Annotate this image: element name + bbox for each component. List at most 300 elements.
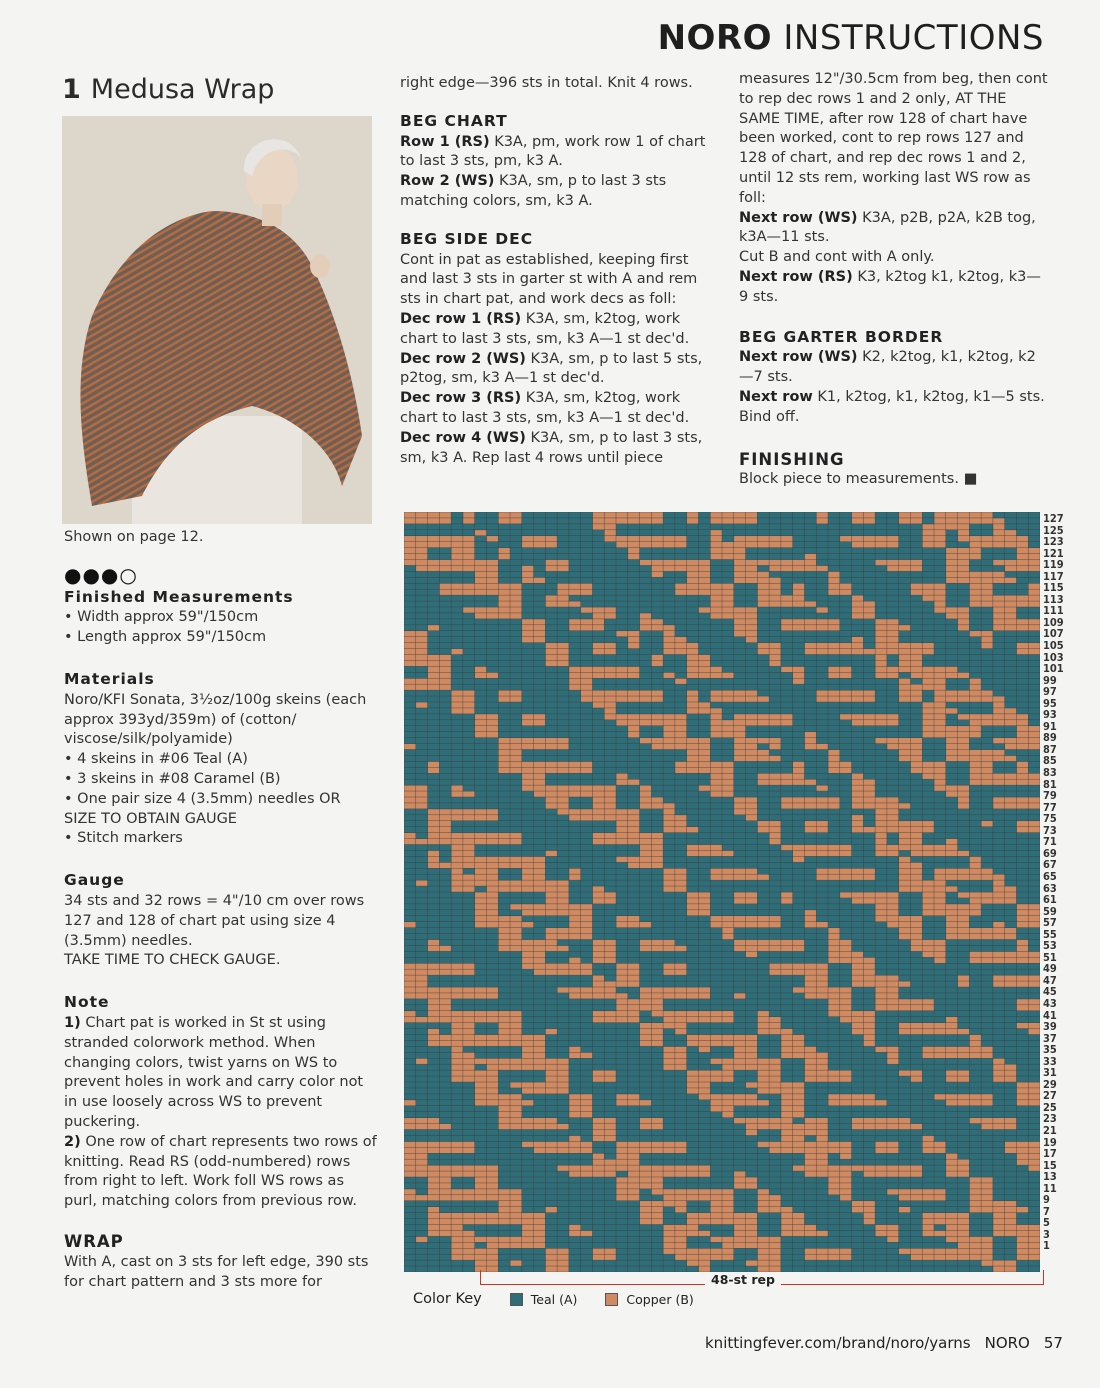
chart-cell-teal (946, 643, 958, 649)
chart-cell-teal (875, 1040, 887, 1046)
chart-cell-teal (875, 1201, 887, 1207)
chart-cell-teal (757, 910, 769, 916)
chart-cell-teal (651, 767, 663, 773)
chart-cell-teal (581, 1029, 593, 1035)
chart-cell-teal (922, 922, 934, 928)
chart-cell-teal (781, 1011, 793, 1017)
chart-cell-teal (510, 785, 522, 791)
chart-cell-teal (958, 643, 970, 649)
chart-cell-teal (757, 898, 769, 904)
chart-cell-teal (534, 649, 546, 655)
chart-cell-teal (852, 738, 864, 744)
chart-cell-teal (486, 750, 498, 756)
chart-cell-teal (616, 750, 628, 756)
chart-cell-teal (451, 732, 463, 738)
chart-cell-teal (486, 744, 498, 750)
chart-cell-teal (887, 856, 899, 862)
chart-cell-teal (969, 1213, 981, 1219)
chart-cell-teal (1005, 649, 1017, 655)
chart-cell-teal (899, 910, 911, 916)
chart-cell-teal (510, 1130, 522, 1136)
chart-cell-teal (899, 1183, 911, 1189)
chart-cell-teal (651, 1106, 663, 1112)
chart-cell-teal (522, 708, 534, 714)
chart-cell-teal (934, 631, 946, 637)
chart-cell-teal (934, 934, 946, 940)
chart-cell-teal (404, 773, 416, 779)
chart-cell-teal (958, 779, 970, 785)
chart-cell-teal (1005, 880, 1017, 886)
chart-cell-teal (793, 993, 805, 999)
chart-cell-teal (557, 1153, 569, 1159)
chart-cell-teal (581, 797, 593, 803)
chart-cell-teal (1016, 987, 1028, 993)
chart-cell-teal (439, 773, 451, 779)
chart-cell-teal (816, 833, 828, 839)
chart-cell-teal (722, 577, 734, 583)
chart-cell-teal (746, 1011, 758, 1017)
chart-cell-teal (816, 750, 828, 756)
chart-cell-teal (522, 1076, 534, 1082)
chart-cell-teal (734, 910, 746, 916)
chart-cell-teal (557, 732, 569, 738)
chart-cell-teal (781, 690, 793, 696)
chart-cell-teal (1016, 892, 1028, 898)
chart-cell-teal (793, 1029, 805, 1035)
chart-cell-teal (828, 560, 840, 566)
row-number-labels (1043, 513, 1079, 1252)
chart-cell-teal (663, 773, 675, 779)
chart-cell-teal (486, 696, 498, 702)
chart-cell-teal (863, 744, 875, 750)
chart-cell-teal (722, 880, 734, 886)
chart-cell-teal (1028, 678, 1040, 684)
chart-cell-teal (463, 643, 475, 649)
chart-cell-teal (616, 797, 628, 803)
chart-cell-teal (922, 975, 934, 981)
chart-cell-teal (416, 1213, 428, 1219)
gauge-check: TAKE TIME TO CHECK GAUGE. (64, 952, 281, 969)
chart-cell-teal (816, 631, 828, 637)
chart-cell-teal (675, 1100, 687, 1106)
chart-cell-teal (922, 934, 934, 940)
chart-cell-teal (451, 1177, 463, 1183)
chart-cell-teal (1005, 833, 1017, 839)
chart-cell-teal (675, 803, 687, 809)
chart-cell-teal (604, 928, 616, 934)
chart-cell-teal (922, 957, 934, 963)
chart-cell-teal (722, 999, 734, 1005)
chart-cell-teal (1005, 655, 1017, 661)
chart-cell-teal (698, 1135, 710, 1141)
chart-cell-teal (486, 548, 498, 554)
chart-cell-teal (486, 601, 498, 607)
chart-cell-teal (675, 1213, 687, 1219)
chart-cell-teal (663, 1135, 675, 1141)
chart-cell-teal (557, 554, 569, 560)
chart-cell-teal (1016, 607, 1028, 613)
chart-cell-teal (675, 957, 687, 963)
chart-cell-teal (1028, 1035, 1040, 1041)
chart-cell-teal (545, 631, 557, 637)
chart-cell-teal (887, 1183, 899, 1189)
chart-cell-teal (628, 1230, 640, 1236)
chart-cell-teal (722, 886, 734, 892)
chart-cell-teal (981, 1130, 993, 1136)
chart-cell-teal (545, 625, 557, 631)
chart-cell-teal (569, 571, 581, 577)
chart-cell-teal (781, 1177, 793, 1183)
dec-2-text: K3A, sm, p to last 5 sts, p2tog, sm, k3 A—1 st dec'd. (400, 350, 703, 387)
chart-cell-teal (969, 613, 981, 619)
chart-cell-teal (510, 1171, 522, 1177)
chart-cell-teal (581, 975, 593, 981)
chart-cell-teal (958, 1141, 970, 1147)
chart-cell-teal (428, 1106, 440, 1112)
chart-cell-teal (428, 589, 440, 595)
chart-cell-teal (428, 1052, 440, 1058)
chart-cell-teal (899, 672, 911, 678)
chart-cell-teal (451, 1159, 463, 1165)
chart-cell-teal (557, 637, 569, 643)
chart-cell-teal (793, 750, 805, 756)
chart-cell-teal (628, 803, 640, 809)
chart-cell-teal (404, 1130, 416, 1136)
chart-cell-teal (663, 797, 675, 803)
chart-cell-teal (651, 904, 663, 910)
chart-cell-teal (910, 702, 922, 708)
chart-cell-teal (958, 993, 970, 999)
chart-cell-teal (581, 1207, 593, 1213)
chart-cell-teal (545, 637, 557, 643)
chart-cell-teal (663, 530, 675, 536)
chart-cell-teal (439, 690, 451, 696)
chart-cell-teal (498, 542, 510, 548)
chart-cell-teal (604, 916, 616, 922)
chart-cell-teal (958, 655, 970, 661)
row-1-text: K3A, pm, work row 1 of chart to last 3 sts, pm, k3 A. (400, 133, 706, 170)
chart-cell-teal (804, 536, 816, 542)
chart-cell-teal (816, 684, 828, 690)
chart-cell-teal (604, 738, 616, 744)
chart-cell-teal (934, 815, 946, 821)
chart-cell-teal (651, 1064, 663, 1070)
chart-cell-teal (710, 678, 722, 684)
chart-cell-teal (663, 660, 675, 666)
next-row-1 (739, 209, 1049, 249)
chart-cell-teal (428, 957, 440, 963)
chart-cell-teal (934, 1106, 946, 1112)
chart-cell-teal (769, 684, 781, 690)
chart-cell-teal (781, 702, 793, 708)
chart-cell-teal (498, 672, 510, 678)
chart-cell-teal (640, 1052, 652, 1058)
chart-cell-teal (404, 827, 416, 833)
chart-cell-teal (498, 1171, 510, 1177)
chart-cell-teal (663, 1219, 675, 1225)
chart-cell-teal (804, 868, 816, 874)
chart-cell-teal (981, 1153, 993, 1159)
chart-cell-teal (793, 536, 805, 542)
chart-cell-teal (910, 1242, 922, 1248)
chart-cell-teal (640, 1088, 652, 1094)
chart-cell-teal (404, 1260, 416, 1266)
chart-cell-teal (698, 542, 710, 548)
chart-cell-teal (981, 1213, 993, 1219)
chart-cell-teal (569, 1058, 581, 1064)
chart-cell-teal (852, 1141, 864, 1147)
chart-cell-teal (934, 803, 946, 809)
chart-cell-teal (769, 981, 781, 987)
chart-cell-teal (616, 785, 628, 791)
row-number: 7 (1043, 1204, 1050, 1218)
chart-cell-teal (993, 850, 1005, 856)
chart-cell-teal (1016, 1189, 1028, 1195)
chart-cell-teal (698, 1005, 710, 1011)
chart-cell-teal (981, 530, 993, 536)
chart-cell-teal (722, 862, 734, 868)
chart-cell-teal (840, 619, 852, 625)
chart-cell-teal (428, 1046, 440, 1052)
chart-cell-teal (746, 827, 758, 833)
chart-cell-teal (875, 1219, 887, 1225)
chart-cell-teal (710, 898, 722, 904)
chart-cell-teal (557, 779, 569, 785)
chart-cell-teal (1028, 1106, 1040, 1112)
chart-cell-teal (604, 922, 616, 928)
chart-cell-teal (781, 554, 793, 560)
chart-cell-teal (1028, 815, 1040, 821)
chart-cell-teal (416, 1040, 428, 1046)
chart-cell-teal (592, 1219, 604, 1225)
chart-cell-teal (781, 987, 793, 993)
chart-cell-teal (946, 945, 958, 951)
chart-cell-teal (557, 1189, 569, 1195)
chart-cell-teal (1016, 1213, 1028, 1219)
chart-cell-teal (416, 714, 428, 720)
chart-cell-teal (475, 696, 487, 702)
chart-cell-teal (958, 999, 970, 1005)
chart-cell-teal (769, 1225, 781, 1231)
chart-cell-teal (428, 1064, 440, 1070)
chart-cell-teal (687, 1023, 699, 1029)
chart-cell-teal (781, 524, 793, 530)
chart-cell-teal (1028, 1189, 1040, 1195)
chart-cell-teal (793, 690, 805, 696)
chart-cell-teal (710, 1005, 722, 1011)
chart-cell-teal (852, 1082, 864, 1088)
chart-cell-teal (557, 773, 569, 779)
chart-cell-teal (557, 1159, 569, 1165)
chart-cell-teal (428, 613, 440, 619)
chart-cell-teal (510, 1254, 522, 1260)
chart-cell-teal (439, 1248, 451, 1254)
chart-cell-teal (722, 702, 734, 708)
side-dec-title: BEG SIDE DEC (400, 229, 534, 248)
chart-cell-teal (875, 1064, 887, 1070)
chart-cell-teal (687, 839, 699, 845)
chart-cell-teal (522, 827, 534, 833)
row-2 (400, 172, 712, 212)
chart-cell-teal (698, 714, 710, 720)
chart-cell-teal (616, 761, 628, 767)
chart-cell-teal (451, 1135, 463, 1141)
chart-cell-teal (922, 1171, 934, 1177)
chart-cell-teal (663, 595, 675, 601)
chart-cell-teal (545, 821, 557, 827)
chart-cell-teal (757, 892, 769, 898)
chart-cell-teal (863, 904, 875, 910)
chart-cell-teal (875, 791, 887, 797)
chart-cell-teal (416, 524, 428, 530)
chart-cell-teal (710, 797, 722, 803)
chart-cell-teal (746, 548, 758, 554)
row-number: 103 (1043, 650, 1064, 664)
chart-cell-teal (534, 1029, 546, 1035)
chart-cell-teal (581, 886, 593, 892)
chart-cell-teal (863, 1242, 875, 1248)
chart-cell-teal (486, 678, 498, 684)
chart-cell-teal (734, 589, 746, 595)
chart-cell-teal (863, 993, 875, 999)
chart-cell-teal (663, 524, 675, 530)
chart-cell-teal (663, 1153, 675, 1159)
chart-cell-teal (840, 1118, 852, 1124)
chart-cell-teal (651, 969, 663, 975)
chart-cell-teal (934, 975, 946, 981)
chart-cell-teal (557, 542, 569, 548)
chart-cell-teal (416, 1082, 428, 1088)
chart-cell-teal (463, 1225, 475, 1231)
chart-cell-teal (1016, 1118, 1028, 1124)
chart-cell-teal (640, 815, 652, 821)
chart-cell-teal (958, 987, 970, 993)
chart-cell-teal (840, 1052, 852, 1058)
chart-cell-teal (852, 880, 864, 886)
chart-cell-teal (557, 827, 569, 833)
chart-cell-teal (710, 655, 722, 661)
chart-cell-teal (463, 1177, 475, 1183)
chart-cell-teal (1005, 684, 1017, 690)
chart-cell-teal (863, 548, 875, 554)
chart-cell-teal (804, 542, 816, 548)
chart-cell-teal (781, 708, 793, 714)
chart-cell-teal (852, 1219, 864, 1225)
copper-swatch (605, 1293, 618, 1306)
chart-cell-teal (1016, 898, 1028, 904)
chart-cell-teal (510, 702, 522, 708)
chart-cell-teal (522, 821, 534, 827)
chart-cell-teal (910, 803, 922, 809)
chart-cell-teal (840, 560, 852, 566)
chart-cell-teal (698, 524, 710, 530)
chart-cell-teal (899, 945, 911, 951)
chart-cell-teal (981, 945, 993, 951)
chart-cell-teal (628, 957, 640, 963)
chart-cell-teal (899, 571, 911, 577)
chart-cell-teal (710, 1177, 722, 1183)
chart-cell-teal (981, 684, 993, 690)
chart-cell-teal (863, 1260, 875, 1266)
chart-cell-teal (922, 1124, 934, 1130)
chart-cell-teal (545, 1017, 557, 1023)
chart-cell-teal (510, 845, 522, 851)
chart-cell-teal (510, 1135, 522, 1141)
chart-cell-teal (404, 619, 416, 625)
chart-cell-teal (887, 940, 899, 946)
chart-cell-teal (887, 1070, 899, 1076)
chart-cell-teal (534, 809, 546, 815)
chart-cell-teal (722, 945, 734, 951)
chart-cell-teal (663, 1112, 675, 1118)
chart-cell-teal (828, 655, 840, 661)
chart-cell-teal (804, 880, 816, 886)
chart-cell-teal (734, 1189, 746, 1195)
chart-cell-teal (404, 916, 416, 922)
chart-cell-teal (534, 589, 546, 595)
chart-cell-teal (946, 649, 958, 655)
chart-cell-teal (781, 999, 793, 1005)
chart-cell-teal (1028, 655, 1040, 661)
chart-cell-teal (875, 583, 887, 589)
chart-cell-teal (486, 625, 498, 631)
key-label-copper: Copper (B) (626, 1291, 694, 1307)
chart-cell-teal (757, 886, 769, 892)
chart-cell-teal (416, 577, 428, 583)
chart-cell-teal (557, 1236, 569, 1242)
row-number: 49 (1043, 962, 1057, 976)
chart-cell-teal (887, 696, 899, 702)
row-number: 67 (1043, 858, 1057, 872)
chart-cell-teal (663, 898, 675, 904)
chart-cell-teal (875, 945, 887, 951)
chart-cell-teal (569, 1242, 581, 1248)
chart-cell-teal (651, 1225, 663, 1231)
chart-cell-teal (863, 672, 875, 678)
chart-cell-teal (793, 577, 805, 583)
chart-cell-teal (910, 1088, 922, 1094)
chart-cell-teal (475, 690, 487, 696)
chart-cell-teal (592, 1035, 604, 1041)
chart-cell-teal (675, 750, 687, 756)
chart-cell-teal (557, 708, 569, 714)
chart-cell-teal (616, 643, 628, 649)
chart-cell-teal (569, 1011, 581, 1017)
chart-cell-teal (416, 1064, 428, 1070)
chart-cell-teal (793, 886, 805, 892)
chart-cell-teal (522, 839, 534, 845)
chart-cell-teal (616, 845, 628, 851)
chart-cell-teal (946, 993, 958, 999)
chart-cell-teal (958, 1118, 970, 1124)
chart-cell-teal (592, 821, 604, 827)
chart-cell-teal (828, 1046, 840, 1052)
chart-cell-teal (934, 1058, 946, 1064)
chart-cell-teal (875, 1159, 887, 1165)
chart-cell-teal (993, 643, 1005, 649)
chart-cell-teal (781, 1248, 793, 1254)
chart-cell-teal (675, 1076, 687, 1082)
footer-url[interactable]: knittingfever.com/brand/noro/yarns (705, 1334, 971, 1352)
chart-cell-teal (934, 560, 946, 566)
chart-cell-teal (581, 1225, 593, 1231)
chart-cell-teal (569, 833, 581, 839)
chart-cell-teal (969, 981, 981, 987)
chart-cell-teal (981, 678, 993, 684)
chart-cell-teal (946, 536, 958, 542)
chart-cell-teal (663, 1159, 675, 1165)
chart-cell-teal (781, 821, 793, 827)
